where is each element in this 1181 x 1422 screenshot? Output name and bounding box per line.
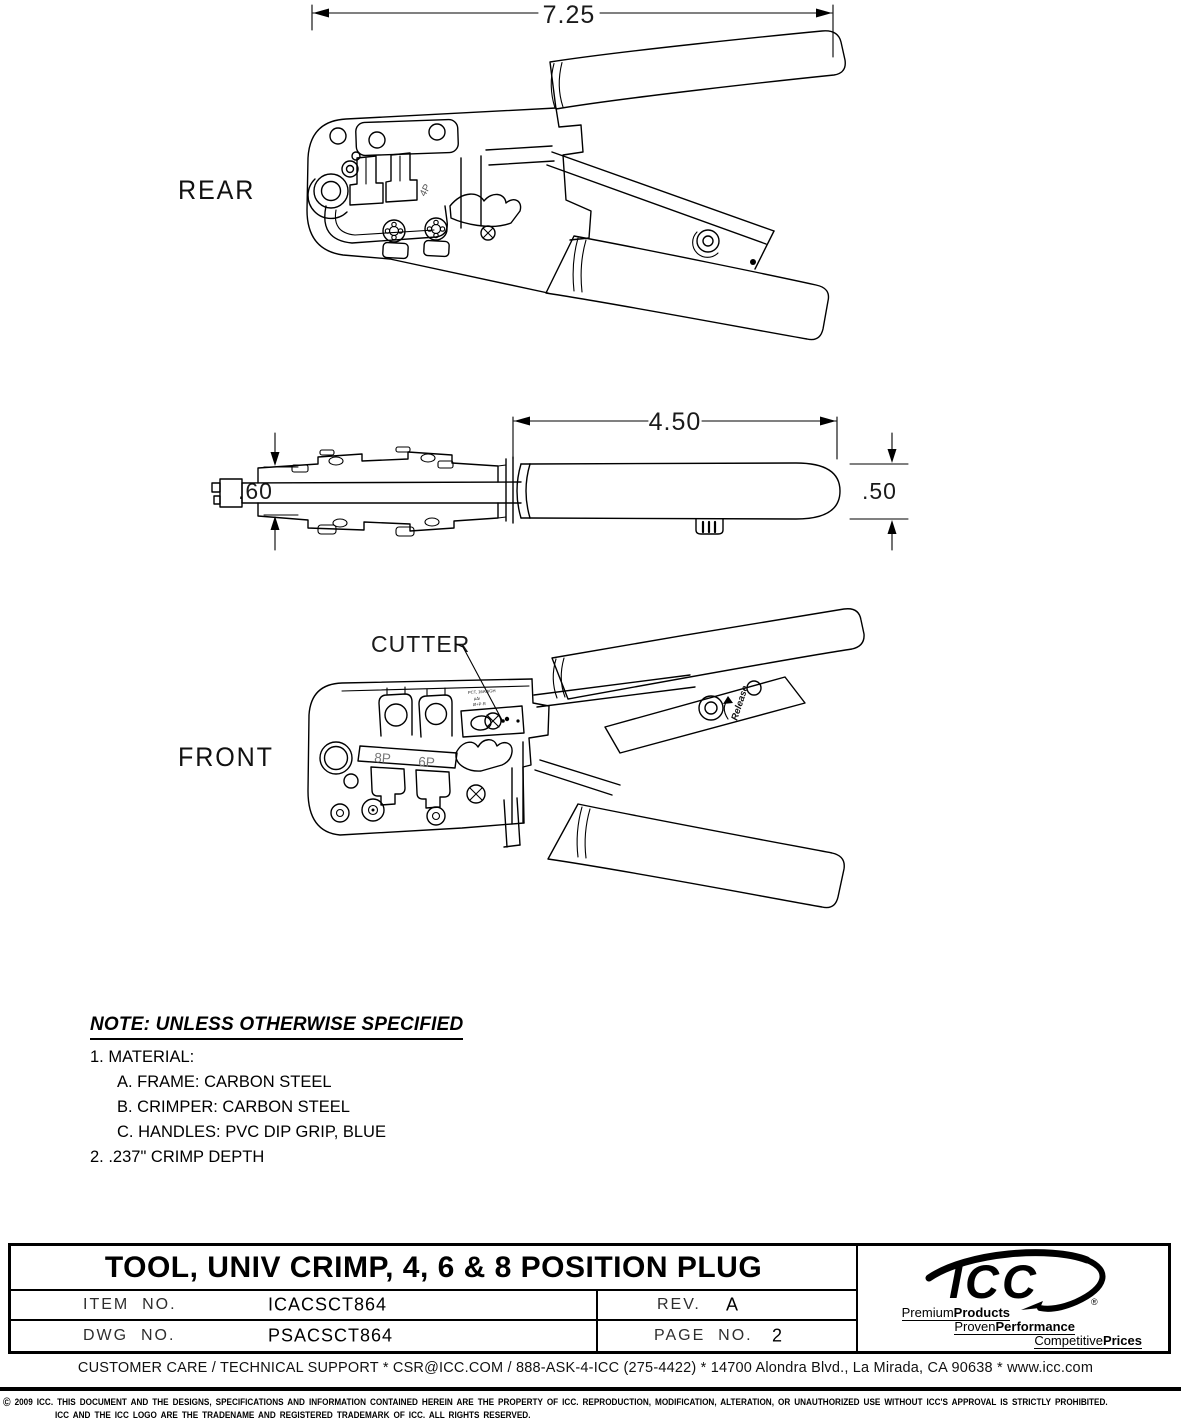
side-handle-height-text: .50 — [862, 478, 897, 504]
notes-section — [90, 1014, 610, 1170]
item-no-value: ICACSCT864 — [268, 1294, 388, 1315]
rev-label: REV. — [657, 1296, 701, 1313]
rear-linkage — [547, 152, 774, 269]
side-head-height-dimension — [238, 433, 298, 550]
note-item-crimper: B. CRIMPER: CARBON STEEL — [117, 1098, 350, 1116]
front-linkage — [534, 675, 805, 795]
front-tool-head — [308, 679, 549, 847]
tagline-1-bold: Products — [953, 1305, 1010, 1320]
front-upper-handle — [552, 609, 864, 699]
page-no-label: PAGE NO. — [654, 1327, 753, 1344]
side-handle-length-dimension — [513, 408, 837, 459]
customer-care-line: CUSTOMER CARE / TECHNICAL SUPPORT * CSR@ICC.COM / 888-ASK-4-ICC (275-4422) * 14700 Alondra Blvd., La Mirada, CA 90638 * www.icc.com — [77, 1360, 1094, 1376]
note-item-material: 1. MATERIAL: — [90, 1048, 195, 1066]
blade-micro-marking-2: μΔι — [473, 695, 481, 701]
dwg-no-label: DWG NO. — [83, 1327, 176, 1344]
die-marking-6p: 6P — [417, 754, 436, 771]
blade-micro-marking-3: Ø+P·R — [472, 701, 486, 707]
copyright-text-2: ICC AND THE ICC LOGO ARE THE TRADENAME AND REGISTERED TRADEMARK OF ICC. ALL RIGHTS RESERVED. — [55, 1410, 531, 1421]
icc-logo-icon — [859, 1246, 1168, 1306]
note-item-handles: C. HANDLES: PVC DIP GRIP, BLUE — [117, 1123, 386, 1141]
rear-tool-head — [307, 108, 591, 293]
rear-lower-handle — [546, 236, 829, 340]
tagline-3-bold: Prices — [1102, 1333, 1142, 1348]
side-handle — [517, 463, 840, 534]
copyright-symbol: © — [3, 1395, 11, 1409]
item-no-label: ITEM NO. — [83, 1296, 177, 1313]
note-item-frame: A. FRAME: CARBON STEEL — [117, 1073, 332, 1091]
rear-view-label: REAR — [178, 175, 256, 205]
blade-micro-marking-1: PCT, 16AWGH — [467, 688, 496, 695]
dwg-no-value: PSACSCT864 — [268, 1325, 394, 1346]
rear-overall-dimension — [312, 1, 833, 57]
die-marking-8p: 8P — [373, 750, 392, 767]
side-handle-height-dimension — [850, 433, 908, 550]
copyright-line-2 — [55, 1405, 1175, 1422]
item-no-cell — [11, 1291, 596, 1319]
cutter-callout-text: CUTTER — [371, 631, 471, 657]
title-block-left — [11, 1246, 858, 1351]
dwg-no-cell — [11, 1321, 596, 1351]
tagline-1-light: Premium — [901, 1305, 954, 1320]
footer-divider — [0, 1387, 1181, 1391]
rear-overall-dim-text: 7.25 — [542, 1, 596, 29]
drawing-title: TOOL, UNIV CRIMP, 4, 6 & 8 POSITION PLUG — [11, 1246, 856, 1291]
icc-logo-text: ICC — [949, 1255, 1039, 1308]
rear-view-drawing — [150, 0, 870, 370]
front-lower-handle — [548, 804, 844, 908]
copyright-text-1: 2009 ICC. THIS DOCUMENT AND THE DESIGNS, SPECIFICATIONS AND INFORMATION CONTAINED HEREIN ARE THE PROPERTY OF ICC. REPRODUCTION, MODIFICATION, ALTERATION, OR UNAUTHORIZED USE WITHOUT ICC'S APPROVAL IS STRICTLY PROHIBITED. — [14, 1397, 1108, 1408]
page-no-cell — [596, 1321, 856, 1351]
side-view-drawing — [200, 395, 920, 565]
page-no-value: 2 — [772, 1325, 784, 1346]
note-item-crimp-depth: 2. .237" CRIMP DEPTH — [90, 1148, 265, 1166]
rear-upper-handle — [550, 31, 845, 109]
rev-cell — [596, 1291, 856, 1319]
icc-logo-box — [859, 1246, 1168, 1351]
front-view-drawing — [150, 595, 890, 940]
rear-die-marking: 4P — [417, 182, 434, 199]
release-marking: Release — [729, 684, 751, 722]
registered-mark: ® — [1091, 1297, 1098, 1307]
title-block — [8, 1243, 1171, 1354]
tagline-3-light: Competitive — [1034, 1333, 1103, 1348]
notes-heading: NOTE: UNLESS OTHERWISE SPECIFIED — [90, 1014, 463, 1040]
tagline-competitive-prices — [1034, 1334, 1142, 1349]
tagline-2-light: Proven — [954, 1319, 996, 1334]
side-handle-length-text: 4.50 — [648, 408, 702, 436]
front-view-label: FRONT — [178, 742, 274, 772]
tagline-2-bold: Performance — [995, 1319, 1075, 1334]
side-head-height-text: .60 — [238, 478, 273, 504]
rev-value: A — [726, 1294, 740, 1315]
